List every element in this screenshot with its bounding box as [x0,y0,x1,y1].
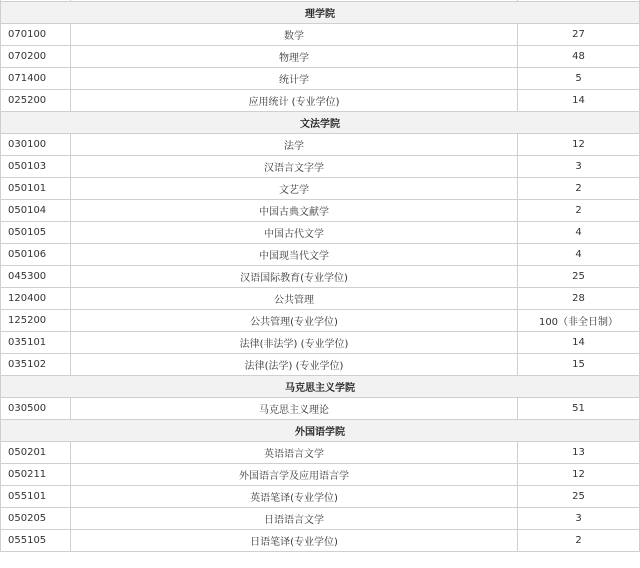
program-name-cell: 文艺学 [71,178,518,200]
program-name-cell: 马克思主义理论 [71,398,518,420]
table-row [1,46,640,68]
section-title: 外国语学院 [1,420,640,442]
section-title: 马克思主义学院 [1,376,640,398]
table-row [1,464,640,486]
program-code-cell: 035101 [1,332,71,354]
table-row [1,442,640,464]
table-row [1,332,640,354]
table-row [1,486,640,508]
table-row [1,266,640,288]
section-header-row [1,420,640,442]
program-code-cell: 120400 [1,288,71,310]
table-row [1,508,640,530]
program-code-cell: 070100 [1,24,71,46]
enrollment-count-cell: 3 [518,508,640,530]
program-name-cell: 应用统计 (专业学位) [71,90,518,112]
program-code-cell: 030500 [1,398,71,420]
program-name-cell: 日语语言文学 [71,508,518,530]
enrollment-count-cell: 12 [518,464,640,486]
program-code-cell: 070200 [1,46,71,68]
table-row [1,178,640,200]
program-code-cell: 030100 [1,134,71,156]
program-name-cell: 统计学 [71,68,518,90]
enrollment-count-cell: 15 [518,354,640,376]
enrollment-count-cell: 14 [518,332,640,354]
program-name-cell: 外国语言学及应用语言学 [71,464,518,486]
enrollment-count-cell: 5 [518,68,640,90]
program-name-cell: 法学 [71,134,518,156]
enrollment-count-cell: 4 [518,244,640,266]
enrollment-count-cell: 13 [518,442,640,464]
table-row [1,310,640,332]
enrollment-count-cell: 2 [518,530,640,552]
table-row [1,530,640,552]
table-body [1,0,640,552]
program-name-cell: 法律(非法学) (专业学位) [71,332,518,354]
enrollment-count-cell: 51 [518,398,640,420]
program-code-cell: 050201 [1,442,71,464]
section-title: 文法学院 [1,112,640,134]
program-name-cell: 汉语国际教育(专业学位) [71,266,518,288]
program-name-cell: 中国现当代文学 [71,244,518,266]
table-row [1,222,640,244]
enrollment-count-cell: 48 [518,46,640,68]
table-row [1,134,640,156]
enrollment-count-cell: 2 [518,178,640,200]
program-code-cell: 055105 [1,530,71,552]
table-row [1,200,640,222]
enrollment-count-cell: 100（非全日制） [518,310,640,332]
program-name-cell: 英语笔译(专业学位) [71,486,518,508]
program-name-cell: 物理学 [71,46,518,68]
enrollment-count-cell: 28 [518,288,640,310]
enrollment-count-cell: 12 [518,134,640,156]
table-row [1,398,640,420]
program-name-cell: 公共管理 [71,288,518,310]
program-name-cell: 日语笔译(专业学位) [71,530,518,552]
section-header-row [1,112,640,134]
program-code-cell: 071400 [1,68,71,90]
enrollment-count-cell: 27 [518,24,640,46]
program-code-cell: 050106 [1,244,71,266]
table-row [1,24,640,46]
program-code-cell: 050105 [1,222,71,244]
program-name-cell: 数学 [71,24,518,46]
table-row [1,288,640,310]
program-code-cell: 050101 [1,178,71,200]
program-code-cell: 050211 [1,464,71,486]
program-name-cell: 法律(法学) (专业学位) [71,354,518,376]
program-code-cell: 050104 [1,200,71,222]
section-title: 理学院 [1,2,640,24]
table-row [1,156,640,178]
program-code-cell: 050205 [1,508,71,530]
section-header-row [1,376,640,398]
enrollment-count-cell: 2 [518,200,640,222]
program-code-cell: 055101 [1,486,71,508]
program-code-cell: 035102 [1,354,71,376]
program-code-cell: 025200 [1,90,71,112]
table-row [1,354,640,376]
table-row [1,244,640,266]
table-row [1,68,640,90]
program-code-cell: 050103 [1,156,71,178]
program-name-cell: 汉语言文字学 [71,156,518,178]
program-name-cell: 中国古代文学 [71,222,518,244]
enrollment-count-cell: 25 [518,486,640,508]
program-code-cell: 045300 [1,266,71,288]
section-header-row [1,2,640,24]
enrollment-count-cell: 3 [518,156,640,178]
enrollment-count-cell: 25 [518,266,640,288]
program-code-cell: 125200 [1,310,71,332]
enrollment-count-cell: 14 [518,90,640,112]
program-name-cell: 公共管理(专业学位) [71,310,518,332]
program-name-cell: 英语语言文学 [71,442,518,464]
enrollment-count-cell: 4 [518,222,640,244]
table-row [1,90,640,112]
program-name-cell: 中国古典文献学 [71,200,518,222]
